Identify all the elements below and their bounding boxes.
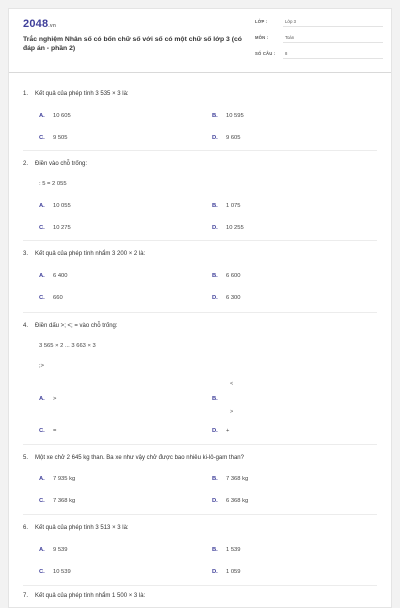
meta-subject-key: MÔN :	[255, 35, 269, 40]
page-title: Trắc nghiệm Nhân số có bốn chữ số với số có một chữ số lớp 3 (có đáp án - phần 2)	[23, 36, 242, 52]
option-b[interactable]	[212, 273, 241, 279]
option-a[interactable]	[39, 203, 71, 209]
option-d[interactable]	[212, 135, 241, 141]
option-b[interactable]	[212, 113, 244, 119]
question-text: Kết quả của phép tính nhẩm 3 200 × 2 là:	[35, 251, 146, 257]
option-d[interactable]	[212, 498, 248, 504]
option-b[interactable]	[212, 476, 248, 482]
option-b[interactable]	[212, 396, 226, 402]
question-6	[23, 525, 129, 531]
option-letter: C.	[39, 225, 45, 231]
question-expression: 3 565 × 2 ... 3 663 × 3	[39, 343, 96, 349]
site-logo[interactable]	[23, 18, 56, 30]
option-value: +	[226, 428, 230, 434]
meta-divider	[283, 58, 383, 59]
meta-count	[255, 49, 383, 59]
option-value: 7 368 kg	[53, 498, 76, 504]
option-b[interactable]	[212, 203, 241, 209]
question-4	[23, 323, 118, 329]
meta-class	[255, 17, 383, 27]
worksheet-header	[9, 9, 391, 73]
option-value: 7 368 kg	[226, 476, 249, 482]
question-number: 6.	[23, 525, 29, 531]
question-number: 1.	[23, 91, 29, 97]
option-letter: A.	[39, 547, 45, 553]
option-value: 7 935 kg	[53, 476, 76, 482]
question-text: Kết quả của phép tính 3 513 × 3 là:	[35, 525, 129, 531]
option-letter: B.	[212, 396, 218, 402]
question-number: 5.	[23, 455, 29, 461]
option-value: 6 400	[53, 273, 68, 279]
option-c[interactable]	[39, 569, 71, 575]
meta-divider	[283, 42, 383, 43]
option-c[interactable]	[39, 498, 75, 504]
question-text: Điền dấu >; <; = vào chỗ trống:	[35, 323, 118, 329]
option-b-symbol: <	[230, 381, 234, 387]
meta-count-value: 8	[285, 51, 288, 56]
question-1	[23, 91, 129, 97]
option-value: 6 600	[226, 273, 241, 279]
option-letter: D.	[212, 498, 218, 504]
option-value: 1 059	[226, 569, 241, 575]
option-letter: D.	[212, 295, 218, 301]
question-divider	[23, 150, 377, 151]
meta-class-value: Lớp 3	[285, 19, 296, 24]
option-letter: C.	[39, 498, 45, 504]
option-value: 6 368 kg	[226, 498, 249, 504]
question-text: Kết quả của phép tính 3 535 × 3 là:	[35, 91, 129, 97]
option-value: 9 539	[53, 547, 68, 553]
question-2	[23, 161, 87, 167]
question-text: Điền vào chỗ trống:	[35, 161, 88, 167]
option-c[interactable]	[39, 428, 56, 434]
option-d[interactable]	[212, 569, 241, 575]
option-b-symbol: >	[230, 409, 234, 415]
option-letter: B.	[212, 113, 218, 119]
option-a[interactable]	[39, 476, 75, 482]
option-letter: B.	[212, 203, 218, 209]
meta-class-key: LỚP :	[255, 19, 268, 24]
logo-suffix: .vn	[48, 23, 57, 29]
option-d[interactable]	[212, 295, 241, 301]
option-d[interactable]	[212, 225, 244, 231]
option-letter: D.	[212, 225, 218, 231]
option-a[interactable]	[39, 396, 56, 402]
option-c[interactable]	[39, 295, 63, 301]
option-value: 6 300	[226, 295, 241, 301]
option-b[interactable]	[212, 547, 241, 553]
option-letter: D.	[212, 135, 218, 141]
option-letter: C.	[39, 295, 45, 301]
question-text: Kết quả của phép tính nhẩm 1 500 × 3 là:	[35, 593, 146, 599]
option-letter: B.	[212, 547, 218, 553]
question-7	[23, 593, 145, 599]
option-value: 9 605	[226, 135, 241, 141]
option-value: 1 539	[226, 547, 241, 553]
option-value: 10 255	[226, 225, 244, 231]
question-number: 4.	[23, 323, 29, 329]
question-divider	[23, 444, 377, 445]
question-divider	[23, 514, 377, 515]
option-letter: B.	[212, 476, 218, 482]
option-c[interactable]	[39, 135, 68, 141]
option-a[interactable]	[39, 113, 71, 119]
question-divider	[23, 312, 377, 313]
option-value: >	[53, 396, 57, 402]
option-a[interactable]	[39, 547, 68, 553]
option-value: 10 605	[53, 113, 71, 119]
option-letter: A.	[39, 113, 45, 119]
question-number: 3.	[23, 251, 29, 257]
question-note: ;>	[39, 363, 44, 369]
option-letter: A.	[39, 476, 45, 482]
option-d[interactable]	[212, 428, 229, 434]
question-3	[23, 251, 145, 257]
option-letter: A.	[39, 273, 45, 279]
option-letter: B.	[212, 273, 218, 279]
option-letter: D.	[212, 569, 218, 575]
option-letter: A.	[39, 203, 45, 209]
question-divider	[23, 240, 377, 241]
option-letter: D.	[212, 428, 218, 434]
meta-subject	[255, 33, 383, 43]
option-letter: C.	[39, 135, 45, 141]
option-value: 10 055	[53, 203, 71, 209]
meta-subject-value: Toán	[285, 35, 295, 40]
option-letter: C.	[39, 428, 45, 434]
option-a[interactable]	[39, 273, 68, 279]
meta-divider	[283, 26, 383, 27]
question-expression: : 5 = 2 055	[39, 181, 67, 187]
option-c[interactable]	[39, 225, 71, 231]
question-number: 7.	[23, 593, 29, 599]
option-value: 9 505	[53, 135, 68, 141]
question-5	[23, 455, 244, 461]
question-divider	[23, 585, 377, 586]
option-value: 10 595	[226, 113, 244, 119]
option-letter: C.	[39, 569, 45, 575]
option-value: 1 075	[226, 203, 241, 209]
option-letter: A.	[39, 396, 45, 402]
option-value: 10 275	[53, 225, 71, 231]
question-number: 2.	[23, 161, 29, 167]
logo-text: 2048	[23, 18, 49, 30]
question-text: Một xe chở 2 645 kg than. Ba xe như vậy chở được bao nhiêu ki-lô-gam than?	[35, 455, 244, 461]
worksheet-page	[8, 8, 392, 608]
option-value: =	[53, 428, 57, 434]
option-value: 660	[53, 295, 63, 301]
meta-count-key: SỐ CÂU :	[255, 51, 276, 56]
option-value: 10 539	[53, 569, 71, 575]
